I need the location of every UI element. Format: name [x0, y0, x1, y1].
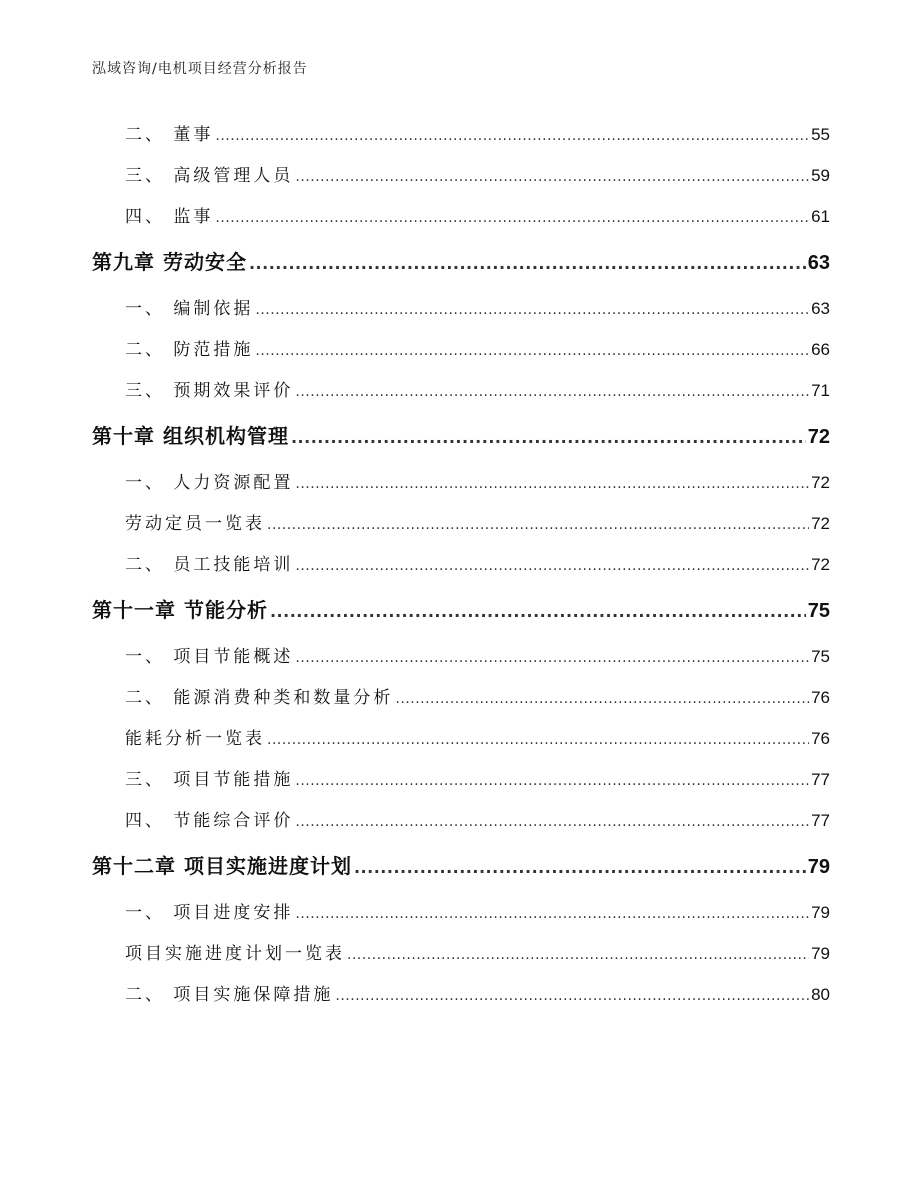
toc-entry[interactable] — [92, 288, 830, 329]
toc-entry[interactable] — [92, 329, 830, 370]
toc-entry[interactable] — [92, 892, 830, 933]
toc-dot-leader — [395, 679, 809, 720]
toc-chapter-label: 第十二章 项目实施进度计划 — [92, 854, 352, 878]
toc-dot-leader — [270, 586, 806, 637]
toc-entry-label: 一、 项目进度安排 — [125, 903, 294, 923]
toc-dot-leader — [295, 546, 809, 587]
toc-entry-label: 一、 项目节能概述 — [125, 647, 294, 667]
toc-entry-page: 72 — [811, 473, 830, 492]
toc-chapter-entry[interactable] — [92, 411, 830, 462]
page-header: 泓域咨询/电机项目经营分析报告 — [92, 61, 308, 77]
toc-dot-leader — [354, 842, 806, 893]
toc-dot-leader — [295, 464, 809, 505]
toc-entry-label: 项目实施进度计划一览表 — [125, 944, 345, 964]
toc-entry-page: 77 — [811, 770, 830, 789]
toc-entry[interactable] — [92, 503, 830, 544]
toc-entry-label: 二、 能源消费种类和数量分析 — [125, 688, 394, 708]
toc-entry-label: 二、 项目实施保障措施 — [125, 985, 334, 1005]
toc-chapter-entry[interactable] — [92, 237, 830, 288]
toc-dot-leader — [255, 331, 809, 372]
toc-chapter-label: 第十章 组织机构管理 — [92, 424, 289, 448]
toc-entry-page: 80 — [811, 985, 830, 1004]
toc-dot-leader — [295, 638, 809, 679]
toc-entry-label: 三、 高级管理人员 — [125, 166, 294, 186]
toc-entry[interactable] — [92, 974, 830, 1015]
toc-entry-page: 55 — [811, 125, 830, 144]
toc-dot-leader — [255, 290, 809, 331]
toc-dot-leader — [295, 157, 809, 198]
toc-entry-page: 76 — [811, 688, 830, 707]
toc-chapter-label: 第十一章 节能分析 — [92, 598, 268, 622]
toc-entry-label: 劳动定员一览表 — [125, 514, 265, 534]
toc-dot-leader — [215, 116, 809, 157]
toc-entry-page: 72 — [811, 514, 830, 533]
toc-entry-page: 76 — [811, 729, 830, 748]
toc-entry[interactable] — [92, 800, 830, 841]
toc-entry-label: 四、 节能综合评价 — [125, 811, 294, 831]
toc-entry-page: 79 — [811, 903, 830, 922]
toc-entry[interactable] — [92, 155, 830, 196]
toc-entry-page: 61 — [811, 207, 830, 226]
toc-entry-page: 66 — [811, 340, 830, 359]
toc-entry-label: 能耗分析一览表 — [125, 729, 265, 749]
toc-entry-label: 二、 董事 — [125, 125, 214, 145]
toc-entry[interactable] — [92, 370, 830, 411]
toc-entry-label: 四、 监事 — [125, 207, 214, 227]
toc-entry-page: 77 — [811, 811, 830, 830]
toc-dot-leader — [267, 720, 809, 761]
table-of-contents — [92, 114, 830, 1015]
toc-dot-leader — [335, 976, 809, 1017]
toc-entry[interactable] — [92, 196, 830, 237]
toc-entry[interactable] — [92, 114, 830, 155]
toc-entry[interactable] — [92, 544, 830, 585]
toc-entry[interactable] — [92, 759, 830, 800]
toc-chapter-label: 第九章 劳动安全 — [92, 250, 247, 274]
toc-entry-page: 59 — [811, 166, 830, 185]
toc-dot-leader — [249, 238, 806, 289]
toc-chapter-page: 79 — [807, 856, 830, 878]
toc-entry-page: 72 — [811, 555, 830, 574]
toc-dot-leader — [295, 372, 809, 413]
toc-entry[interactable] — [92, 462, 830, 503]
toc-entry[interactable] — [92, 933, 830, 974]
toc-dot-leader — [295, 802, 809, 843]
toc-entry-page: 63 — [811, 299, 830, 318]
toc-dot-leader — [291, 412, 806, 463]
toc-entry[interactable] — [92, 677, 830, 718]
toc-entry-page: 79 — [811, 944, 830, 963]
toc-entry-label: 一、 人力资源配置 — [125, 473, 294, 493]
toc-entry-page: 71 — [811, 381, 830, 400]
toc-dot-leader — [347, 935, 809, 976]
toc-entry-page: 75 — [811, 647, 830, 666]
toc-entry[interactable] — [92, 636, 830, 677]
toc-entry[interactable] — [92, 718, 830, 759]
toc-chapter-entry[interactable] — [92, 841, 830, 892]
toc-dot-leader — [267, 505, 809, 546]
toc-entry-label: 二、 防范措施 — [125, 340, 254, 360]
toc-chapter-page: 75 — [807, 600, 830, 622]
toc-entry-label: 二、 员工技能培训 — [125, 555, 294, 575]
toc-dot-leader — [295, 894, 809, 935]
toc-chapter-entry[interactable] — [92, 585, 830, 636]
toc-chapter-page: 63 — [807, 252, 830, 274]
toc-dot-leader — [215, 198, 809, 239]
toc-entry-label: 三、 项目节能措施 — [125, 770, 294, 790]
toc-entry-label: 三、 预期效果评价 — [125, 381, 294, 401]
toc-dot-leader — [295, 761, 809, 802]
toc-chapter-page: 72 — [807, 426, 830, 448]
toc-entry-label: 一、 编制依据 — [125, 299, 254, 319]
